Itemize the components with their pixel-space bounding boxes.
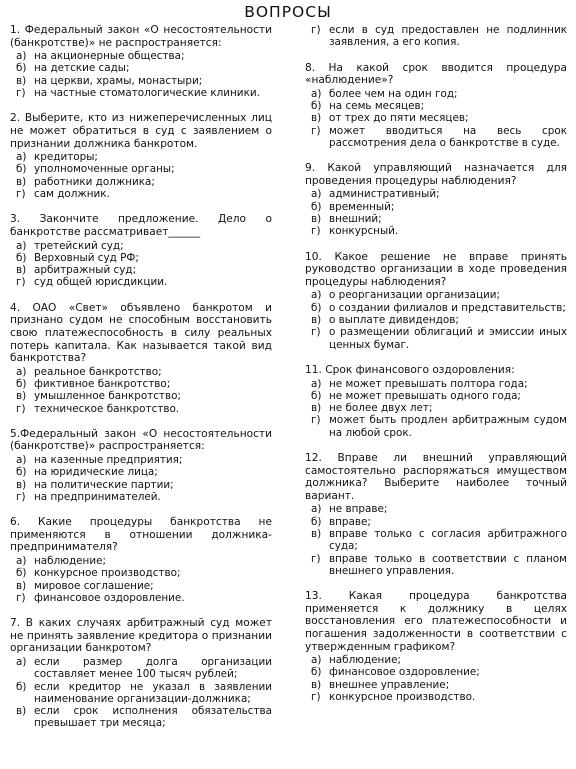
answer-item xyxy=(16,592,272,604)
question-text: 12. Вправе ли внешний управляющий самостоятельно распоряжаться имуществом должника? Выберите наиболее точный вариант. xyxy=(305,451,567,502)
answer-text: техническое банкротство. xyxy=(34,402,180,415)
answer-text: наблюдение; xyxy=(329,654,401,667)
answer-letter: в) xyxy=(311,314,322,327)
answer-item xyxy=(16,176,272,188)
question-text: 11. Срок финансового оздоровления: xyxy=(305,363,515,376)
answer-letter: г) xyxy=(16,87,26,100)
answer-text: на предпринимателей. xyxy=(34,490,161,503)
question-text: 5.Федеральный закон «О несостоятельности (банкротстве)» распространяется: xyxy=(10,427,272,453)
answer-letter: б) xyxy=(16,251,27,264)
answer-item xyxy=(16,555,272,567)
answer-letter: в) xyxy=(16,390,27,403)
answer-item xyxy=(16,403,272,415)
answer-item xyxy=(311,679,567,691)
answer-letter: б) xyxy=(16,466,27,479)
answer-item xyxy=(16,479,272,491)
answer-item xyxy=(16,276,272,288)
answer-text: внешний; xyxy=(329,213,382,226)
question-text: 7. В каких случаях арбитражный суд может не принять заявление кредитора о признании организации банкротом? xyxy=(10,617,272,655)
question-text: 10. Какое решение не вправе принять руководство организации в ходе проведения процедуры наблюдения? xyxy=(305,250,567,288)
answer-item xyxy=(16,567,272,579)
answer-item xyxy=(16,580,272,592)
answer-letter: б) xyxy=(16,680,27,693)
answer-letter: г) xyxy=(311,24,321,36)
answer-text: на церкви, храмы, монастыри; xyxy=(34,74,203,87)
answer-item xyxy=(311,188,567,200)
answer-text: на частные стоматологические клиники. xyxy=(34,87,260,100)
answer-letter: в) xyxy=(16,478,27,491)
answer-list xyxy=(10,656,272,730)
answer-item xyxy=(311,378,567,390)
answer-letter: г) xyxy=(311,552,321,565)
answer-list xyxy=(10,555,272,604)
answer-text: о размещении облигаций и эмиссии иных ценных бумаг. xyxy=(329,326,567,351)
answer-letter: г) xyxy=(311,414,321,427)
answer-text: умышленное банкротство; xyxy=(34,390,181,403)
answer-item xyxy=(311,100,567,112)
answer-list xyxy=(10,151,272,200)
answer-letter: г) xyxy=(16,402,26,415)
answer-text: временный; xyxy=(329,200,395,213)
answer-item xyxy=(311,88,567,100)
answer-item xyxy=(311,691,567,703)
answer-item xyxy=(311,213,567,225)
answer-item xyxy=(311,225,567,237)
left-column xyxy=(10,24,272,743)
answer-list xyxy=(305,503,567,577)
answer-item xyxy=(16,151,272,163)
answer-item xyxy=(311,402,567,414)
answer-text: не может превышать одного года; xyxy=(329,389,521,402)
answer-item xyxy=(311,414,567,439)
question-text: 13. Какая процедура банкротства применяется к должнику в целях восстановления его платежеспособности и погашения задолженности в соответствии с утвержденным графиком? xyxy=(305,590,567,653)
right-column xyxy=(305,24,567,716)
answer-letter: г) xyxy=(16,591,26,604)
answer-text: от трех до пяти месяцев; xyxy=(329,112,469,125)
answer-letter: г) xyxy=(311,225,321,238)
answer-list xyxy=(10,366,272,415)
answer-text: если в суд предоставлен не подлинник заявления, а его копия. xyxy=(329,24,567,49)
answer-letter: в) xyxy=(16,705,27,718)
question-text: 2. Выберите, кто из нижеперечисленных лиц не может обратиться в суд с заявлением о признании должника банкротом. xyxy=(10,112,272,150)
answer-list xyxy=(10,50,272,99)
question-text: 4. ОАО «Свет» объявлено банкротом и признано судом не способным восстановить свою платежеспособность в силу реальных потерь капитала. Как называется такой вид банкротства? xyxy=(10,301,272,365)
answer-item xyxy=(16,50,272,62)
question-text: 3. Закончите предложение. Дело о банкротстве рассматривает______ xyxy=(10,213,272,238)
answer-item xyxy=(311,201,567,213)
answer-letter: в) xyxy=(311,213,322,226)
answer-item xyxy=(16,681,272,706)
answer-letter: в) xyxy=(311,527,322,540)
answer-letter: а) xyxy=(16,555,27,568)
answer-item xyxy=(311,112,567,124)
answer-text: суд общей юрисдикции. xyxy=(34,276,168,289)
answer-item xyxy=(16,466,272,478)
answer-letter: а) xyxy=(16,365,27,378)
answer-item xyxy=(311,516,567,528)
answer-letter: в) xyxy=(16,175,27,188)
answer-letter: б) xyxy=(311,389,322,402)
answer-item xyxy=(16,62,272,74)
answer-letter: а) xyxy=(16,151,27,164)
answer-text: вправе только в соответствии с планом внешнего управления. xyxy=(329,552,567,577)
answer-item xyxy=(16,656,272,681)
answer-item xyxy=(311,503,567,515)
answer-letter: а) xyxy=(311,87,322,100)
answer-item xyxy=(311,654,567,666)
answer-item xyxy=(16,252,272,264)
answer-item xyxy=(311,666,567,678)
answer-text: уполномоченные органы; xyxy=(34,163,175,176)
answer-text: наблюдение; xyxy=(34,555,106,568)
question-block xyxy=(305,251,567,351)
answer-item xyxy=(16,240,272,252)
answer-list xyxy=(305,654,567,703)
answer-letter: а) xyxy=(16,50,27,63)
answer-text: на детские сады; xyxy=(34,62,130,75)
answer-text: реальное банкротство; xyxy=(34,365,162,378)
answer-text: не вправе; xyxy=(329,503,388,516)
answer-item xyxy=(311,24,567,49)
answer-text: на акционерные общества; xyxy=(34,50,185,63)
continued-answer-list xyxy=(305,24,567,49)
question-block xyxy=(305,590,567,703)
answer-letter: г) xyxy=(16,188,26,201)
answer-text: сам должник. xyxy=(34,188,110,201)
answer-letter: а) xyxy=(16,239,27,252)
question-block xyxy=(305,364,567,439)
answer-text: на юридические лица; xyxy=(34,466,158,479)
answer-item xyxy=(16,705,272,730)
question-text: 1. Федеральный закон «О несостоятельности (банкротстве)» не распространяется: xyxy=(10,24,272,49)
question-text: 8. На какой срок вводится процедура «наблюдение»? xyxy=(305,61,567,87)
answer-text: о выплате дивидендов; xyxy=(329,314,459,327)
answer-letter: в) xyxy=(311,112,322,125)
answer-item xyxy=(16,163,272,175)
question-block xyxy=(10,516,272,604)
question-block xyxy=(10,112,272,200)
answer-text: административный; xyxy=(329,188,440,201)
answer-text: конкурсное производство. xyxy=(329,691,476,703)
answer-text: вправе; xyxy=(329,515,371,528)
answer-text: Верховный суд РФ; xyxy=(34,251,139,264)
answer-item xyxy=(311,289,567,301)
question-block xyxy=(10,24,272,99)
answer-item xyxy=(311,528,567,553)
answer-letter: в) xyxy=(16,264,27,277)
answer-text: конкурсный. xyxy=(329,225,399,238)
answer-letter: б) xyxy=(311,301,322,314)
answer-text: финансовое оздоровление; xyxy=(329,666,480,679)
answer-letter: а) xyxy=(311,188,322,201)
answer-text: финансовое оздоровление. xyxy=(34,591,185,604)
answer-text: о реорганизации организации; xyxy=(329,289,501,302)
answer-text: работники должника; xyxy=(34,175,155,188)
answer-item xyxy=(16,454,272,466)
answer-letter: а) xyxy=(311,377,322,390)
answer-letter: б) xyxy=(16,62,27,75)
answer-letter: а) xyxy=(311,289,322,302)
answer-text: кредиторы; xyxy=(34,151,98,164)
answer-text: более чем на один год; xyxy=(329,87,458,100)
answer-item xyxy=(16,87,272,99)
answer-text: если срок исполнения обязательства превышает три месяца; xyxy=(34,705,272,730)
question-block xyxy=(10,617,272,730)
answer-list xyxy=(305,378,567,439)
answer-letter: а) xyxy=(311,503,322,516)
question-block xyxy=(305,452,567,577)
answer-text: на политические партии; xyxy=(34,478,174,491)
page-title: ВОПРОСЫ xyxy=(244,3,332,21)
answer-item xyxy=(311,125,567,150)
answer-letter: г) xyxy=(16,490,26,503)
answer-letter: б) xyxy=(311,100,322,113)
answer-text: третейский суд; xyxy=(34,239,124,252)
answer-text: о создании филиалов и представительств; xyxy=(329,301,566,314)
answer-text: внешнее управление; xyxy=(329,678,450,691)
answer-letter: г) xyxy=(311,326,321,339)
answer-letter: б) xyxy=(16,163,27,176)
answer-text: может быть продлен арбитражным судом на любой срок. xyxy=(329,414,567,439)
answer-list xyxy=(305,88,567,149)
answer-text: арбитражный суд; xyxy=(34,264,137,277)
answer-text: фиктивное банкротство; xyxy=(34,377,171,390)
question-block xyxy=(305,62,567,150)
answer-text: на семь месяцев; xyxy=(329,100,425,113)
answer-letter: б) xyxy=(16,377,27,390)
answer-list xyxy=(10,240,272,289)
answer-letter: б) xyxy=(16,567,27,580)
answer-item xyxy=(16,378,272,390)
answer-letter: г) xyxy=(311,691,321,703)
answer-letter: а) xyxy=(16,454,27,467)
question-block xyxy=(10,428,272,503)
answer-text: вправе только с согласия арбитражного суда; xyxy=(329,527,567,553)
answer-item xyxy=(16,264,272,276)
answer-item xyxy=(311,390,567,402)
answer-letter: г) xyxy=(311,124,321,137)
answer-list xyxy=(305,188,567,237)
answer-item xyxy=(16,75,272,87)
answer-list xyxy=(10,454,272,503)
answer-letter: в) xyxy=(311,402,322,415)
answer-letter: в) xyxy=(311,678,322,691)
answer-item xyxy=(311,553,567,578)
answer-letter: а) xyxy=(16,656,27,668)
answer-item xyxy=(311,326,567,351)
answer-item xyxy=(16,390,272,402)
answer-text: не более двух лет; xyxy=(329,402,433,415)
answer-text: может вводиться на весь срок рассмотрения дела о банкротстве в суде. xyxy=(329,124,567,149)
answer-item xyxy=(311,314,567,326)
answer-item xyxy=(16,491,272,503)
answer-item xyxy=(16,366,272,378)
answer-letter: б) xyxy=(311,200,322,213)
answer-letter: г) xyxy=(16,276,26,289)
question-block xyxy=(10,302,272,415)
answer-text: не может превышать полтора года; xyxy=(329,377,528,390)
answer-text: если размер долга организации составляет менее 100 тысяч рублей; xyxy=(34,656,272,681)
answer-text: конкурсное производство; xyxy=(34,567,181,580)
answer-letter: в) xyxy=(16,579,27,592)
question-block xyxy=(10,213,272,288)
answer-item xyxy=(16,188,272,200)
question-text: 6. Какие процедуры банкротства не применяются в отношении должника-предпринимателя? xyxy=(10,516,272,554)
answer-list xyxy=(305,289,567,350)
answer-item xyxy=(311,302,567,314)
question-block xyxy=(305,162,567,237)
answer-letter: б) xyxy=(311,515,322,528)
answer-text: на казенные предприятия; xyxy=(34,454,183,467)
answer-letter: а) xyxy=(311,654,322,667)
answer-letter: в) xyxy=(16,74,27,87)
answer-text: если кредитор не указал в заявлении наименование организации-должника; xyxy=(34,680,272,705)
answer-text: мировое соглашение; xyxy=(34,579,154,592)
answer-letter: б) xyxy=(311,666,322,679)
question-text: 9. Какой управляющий назначается для проведения процедуры наблюдения? xyxy=(305,162,567,187)
